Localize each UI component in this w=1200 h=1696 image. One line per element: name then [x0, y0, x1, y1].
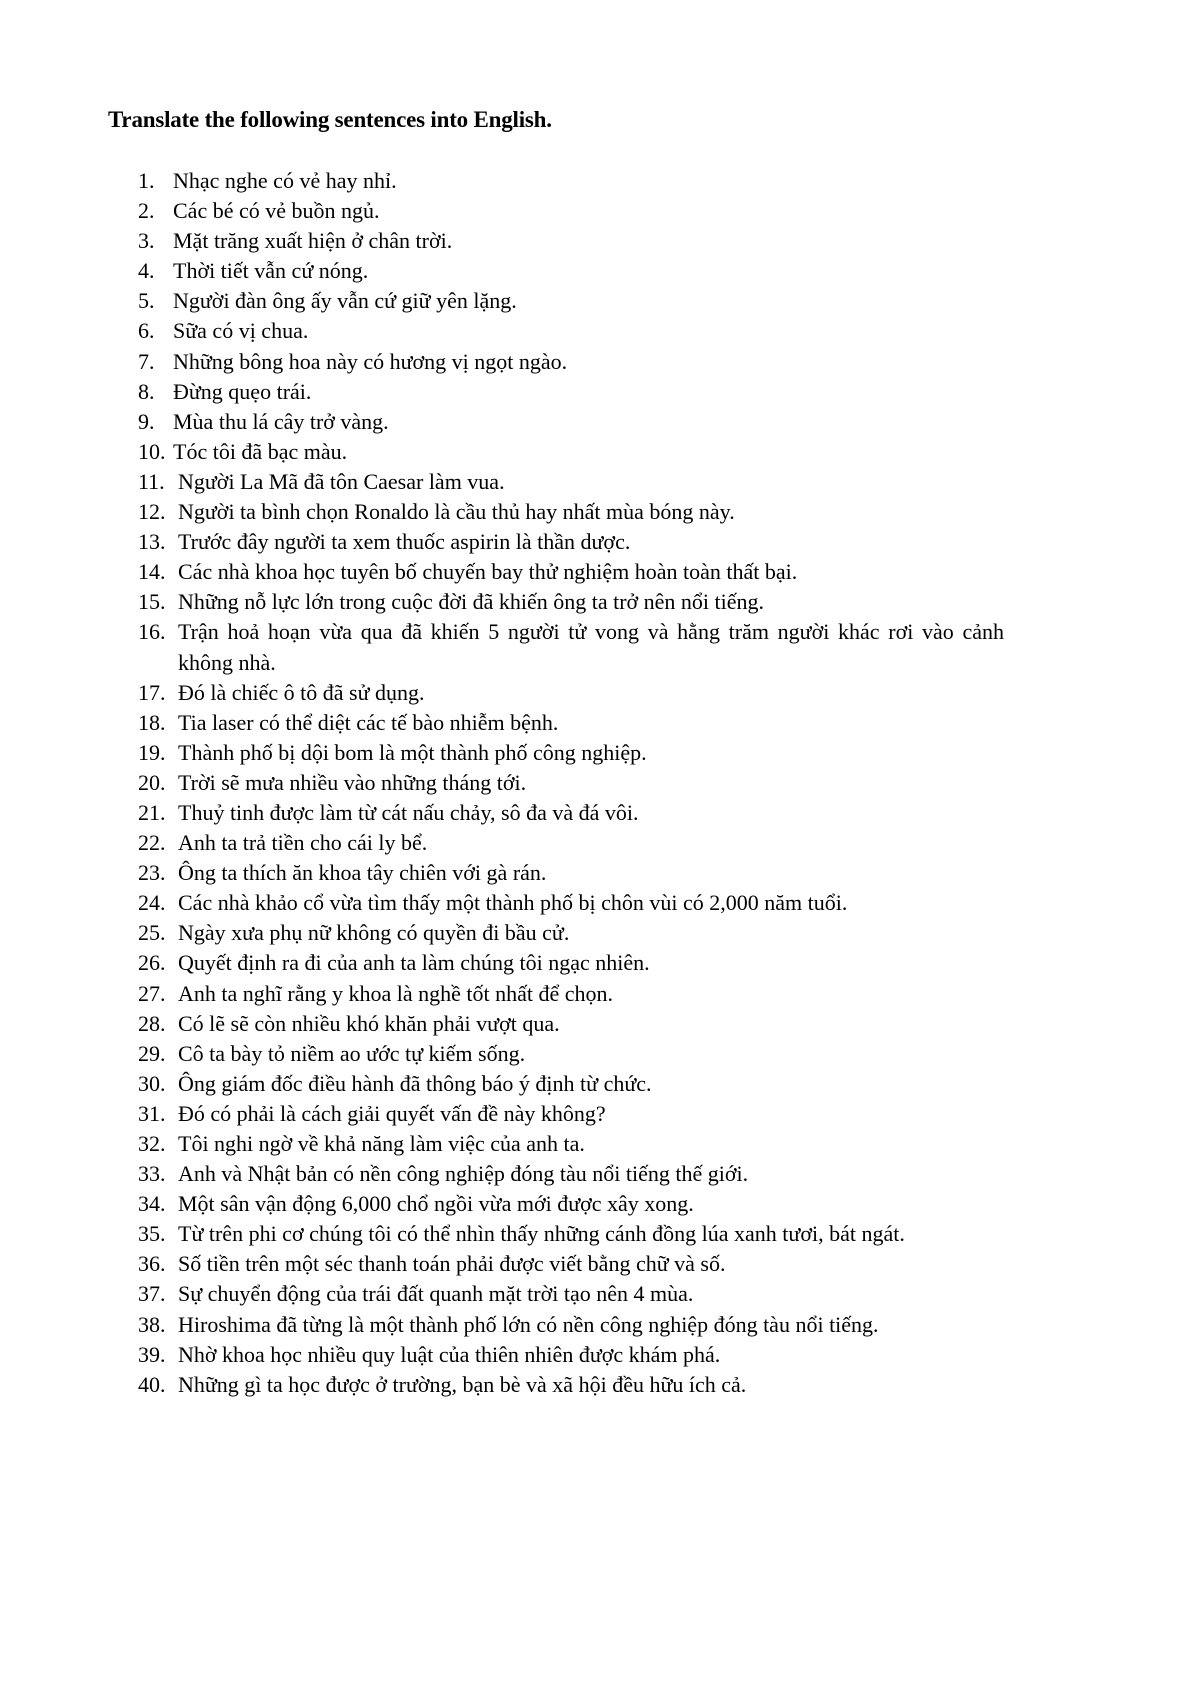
item-text: Thành phố bị dội bom là một thành phố công nghiệp. — [178, 739, 647, 765]
item-number: 35. — [138, 1221, 166, 1247]
item-text: Mùa thu lá cây trở vàng. — [173, 408, 389, 434]
list-item — [138, 587, 1004, 617]
item-text: Sữa có vị chua. — [173, 318, 309, 344]
list-item — [138, 1159, 1004, 1189]
item-text: Anh và Nhật bản có nền công nghiệp đóng tàu nổi tiếng thế giới. — [178, 1161, 749, 1187]
item-number: 13. — [138, 529, 166, 555]
item-number: 37. — [138, 1281, 166, 1307]
item-text: Số tiền trên một séc thanh toán phải được viết bằng chữ và số. — [178, 1251, 726, 1277]
item-text: Mặt trăng xuất hiện ở chân trời. — [173, 228, 453, 254]
item-text: Các nhà khoa học tuyên bố chuyến bay thử nghiệm hoàn toàn thất bại. — [178, 559, 798, 585]
item-text: Đó là chiếc ô tô đã sử dụng. — [178, 679, 425, 705]
item-number: 1. — [138, 168, 155, 193]
item-number: 8. — [138, 378, 155, 404]
list-item — [138, 1310, 1004, 1340]
item-number: 4. — [138, 258, 155, 284]
item-number: 38. — [138, 1311, 166, 1337]
item-text: Người La Mã đã tôn Caesar làm vua. — [178, 468, 505, 494]
list-item — [138, 858, 1004, 888]
list-item — [138, 497, 1004, 527]
item-text: Tóc tôi đã bạc màu. — [173, 438, 348, 464]
list-item — [138, 467, 1004, 497]
item-text: Người đàn ông ấy vẫn cứ giữ yên lặng. — [173, 288, 517, 314]
list-item — [138, 948, 1004, 978]
item-text: Tôi nghi ngờ về khả năng làm việc của anh ta. — [178, 1131, 585, 1156]
list-item — [138, 708, 1004, 738]
list-item — [138, 226, 1004, 256]
item-text: Ông giám đốc điều hành đã thông báo ý định từ chức. — [178, 1070, 652, 1096]
list-item — [138, 1009, 1004, 1039]
item-text: Thuỷ tinh được làm từ cát nấu chảy, sô đa và đá vôi. — [178, 799, 639, 825]
item-text: Có lẽ sẽ còn nhiều khó khăn phải vượt qua. — [178, 1010, 560, 1036]
item-text: Thời tiết vẫn cứ nóng. — [173, 258, 369, 284]
item-number: 19. — [138, 739, 166, 765]
list-item — [138, 1099, 1004, 1129]
list-item — [138, 527, 1004, 557]
item-number: 18. — [138, 709, 166, 735]
item-number: 14. — [138, 559, 166, 585]
item-text: Trận hoả hoạn vừa qua đã khiến 5 người tử vong và hằng trăm người khác rơi vào cảnh không nhà. — [178, 619, 1004, 675]
item-number: 16. — [138, 619, 166, 645]
item-text: Tia laser có thể diệt các tế bào nhiễm bệnh. — [178, 709, 559, 735]
item-text: Nhạc nghe có vẻ hay nhỉ. — [173, 168, 397, 193]
item-text: Những nỗ lực lớn trong cuộc đời đã khiến ông ta trở nên nổi tiếng. — [178, 589, 765, 615]
list-item — [138, 798, 1004, 828]
item-number: 20. — [138, 769, 166, 795]
list-item — [138, 979, 1004, 1009]
item-text: Những gì ta học được ở trường, bạn bè và xã hội đều hữu ích cả. — [178, 1371, 747, 1397]
list-item — [138, 888, 1004, 918]
item-number: 27. — [138, 980, 166, 1006]
item-text: Những bông hoa này có hương vị ngọt ngào. — [173, 348, 568, 374]
list-item — [138, 557, 1004, 587]
item-number: 21. — [138, 799, 166, 825]
list-item — [138, 768, 1004, 798]
item-number: 15. — [138, 589, 166, 615]
list-item — [138, 437, 1004, 467]
list-item — [138, 377, 1004, 407]
item-number: 11. — [138, 468, 165, 494]
item-text: Người ta bình chọn Ronaldo là cầu thủ hay nhất mùa bóng này. — [178, 499, 735, 525]
item-number: 39. — [138, 1341, 166, 1367]
list-item — [138, 347, 1004, 377]
item-number: 31. — [138, 1100, 166, 1126]
page-title: Translate the following sentences into English. — [108, 107, 552, 132]
item-number: 6. — [138, 318, 155, 344]
sentence-list — [138, 166, 1004, 1400]
item-number: 30. — [138, 1070, 166, 1096]
item-number: 22. — [138, 830, 166, 856]
list-item — [138, 617, 1004, 677]
list-item — [138, 1249, 1004, 1279]
item-number: 28. — [138, 1010, 166, 1036]
item-text: Hiroshima đã từng là một thành phố lớn có nền công nghiệp đóng tàu nổi tiếng. — [178, 1311, 879, 1337]
list-item — [138, 1370, 1004, 1400]
item-number: 34. — [138, 1191, 166, 1217]
item-number: 26. — [138, 950, 166, 976]
item-number: 3. — [138, 228, 155, 254]
item-text: Trước đây người ta xem thuốc aspirin là thần dược. — [178, 529, 631, 555]
item-text: Một sân vận động 6,000 chổ ngồi vừa mới được xây xong. — [178, 1191, 694, 1217]
list-item — [138, 738, 1004, 768]
item-text: Quyết định ra đi của anh ta làm chúng tôi ngạc nhiên. — [178, 950, 650, 976]
item-number: 12. — [138, 499, 166, 525]
list-item — [138, 1219, 1004, 1249]
item-number: 32. — [138, 1131, 166, 1156]
list-item — [138, 166, 1004, 196]
item-text: Anh ta trả tiền cho cái ly bể. — [178, 830, 428, 856]
item-number: 29. — [138, 1040, 166, 1066]
list-item — [138, 1069, 1004, 1099]
item-text: Trời sẽ mưa nhiều vào những tháng tới. — [178, 769, 527, 795]
item-number: 9. — [138, 408, 155, 434]
item-text: Từ trên phi cơ chúng tôi có thể nhìn thấy những cánh đồng lúa xanh tươi, bát ngát. — [178, 1221, 905, 1247]
item-number: 5. — [138, 288, 155, 314]
list-item — [138, 1189, 1004, 1219]
item-text: Đó có phải là cách giải quyết vấn đề này không? — [178, 1100, 606, 1126]
list-item — [138, 1340, 1004, 1370]
item-number: 7. — [138, 348, 155, 374]
list-item — [138, 1279, 1004, 1309]
list-item — [138, 1039, 1004, 1069]
list-item — [138, 918, 1004, 948]
item-number: 33. — [138, 1161, 166, 1187]
list-item — [138, 828, 1004, 858]
item-number: 25. — [138, 920, 166, 946]
item-number: 40. — [138, 1371, 166, 1397]
item-number: 23. — [138, 860, 166, 886]
list-item — [138, 286, 1004, 316]
list-item — [138, 316, 1004, 346]
item-number: 2. — [138, 198, 155, 224]
item-text: Cô ta bày tỏ niềm ao ước tự kiếm sống. — [178, 1040, 526, 1066]
item-text: Các bé có vẻ buồn ngủ. — [173, 198, 380, 224]
item-text: Sự chuyển động của trái đất quanh mặt trời tạo nên 4 mùa. — [178, 1281, 694, 1307]
item-text: Anh ta nghĩ rằng y khoa là nghề tốt nhất để chọn. — [178, 980, 614, 1006]
item-text: Ông ta thích ăn khoa tây chiên với gà rán. — [178, 860, 547, 886]
item-text: Các nhà khảo cổ vừa tìm thấy một thành phố bị chôn vùi có 2,000 năm tuổi. — [178, 890, 848, 916]
list-item — [138, 196, 1004, 226]
item-number: 36. — [138, 1251, 166, 1277]
list-item — [138, 678, 1004, 708]
item-text: Ngày xưa phụ nữ không có quyền đi bầu cử. — [178, 920, 570, 946]
item-number: 24. — [138, 890, 166, 916]
list-item — [138, 407, 1004, 437]
item-text: Nhờ khoa học nhiều quy luật của thiên nhiên được khám phá. — [178, 1341, 721, 1367]
item-text: Đừng quẹo trái. — [173, 378, 312, 404]
item-number: 10. — [138, 438, 166, 464]
list-item — [138, 256, 1004, 286]
list-item — [138, 1129, 1004, 1159]
item-number: 17. — [138, 679, 166, 705]
